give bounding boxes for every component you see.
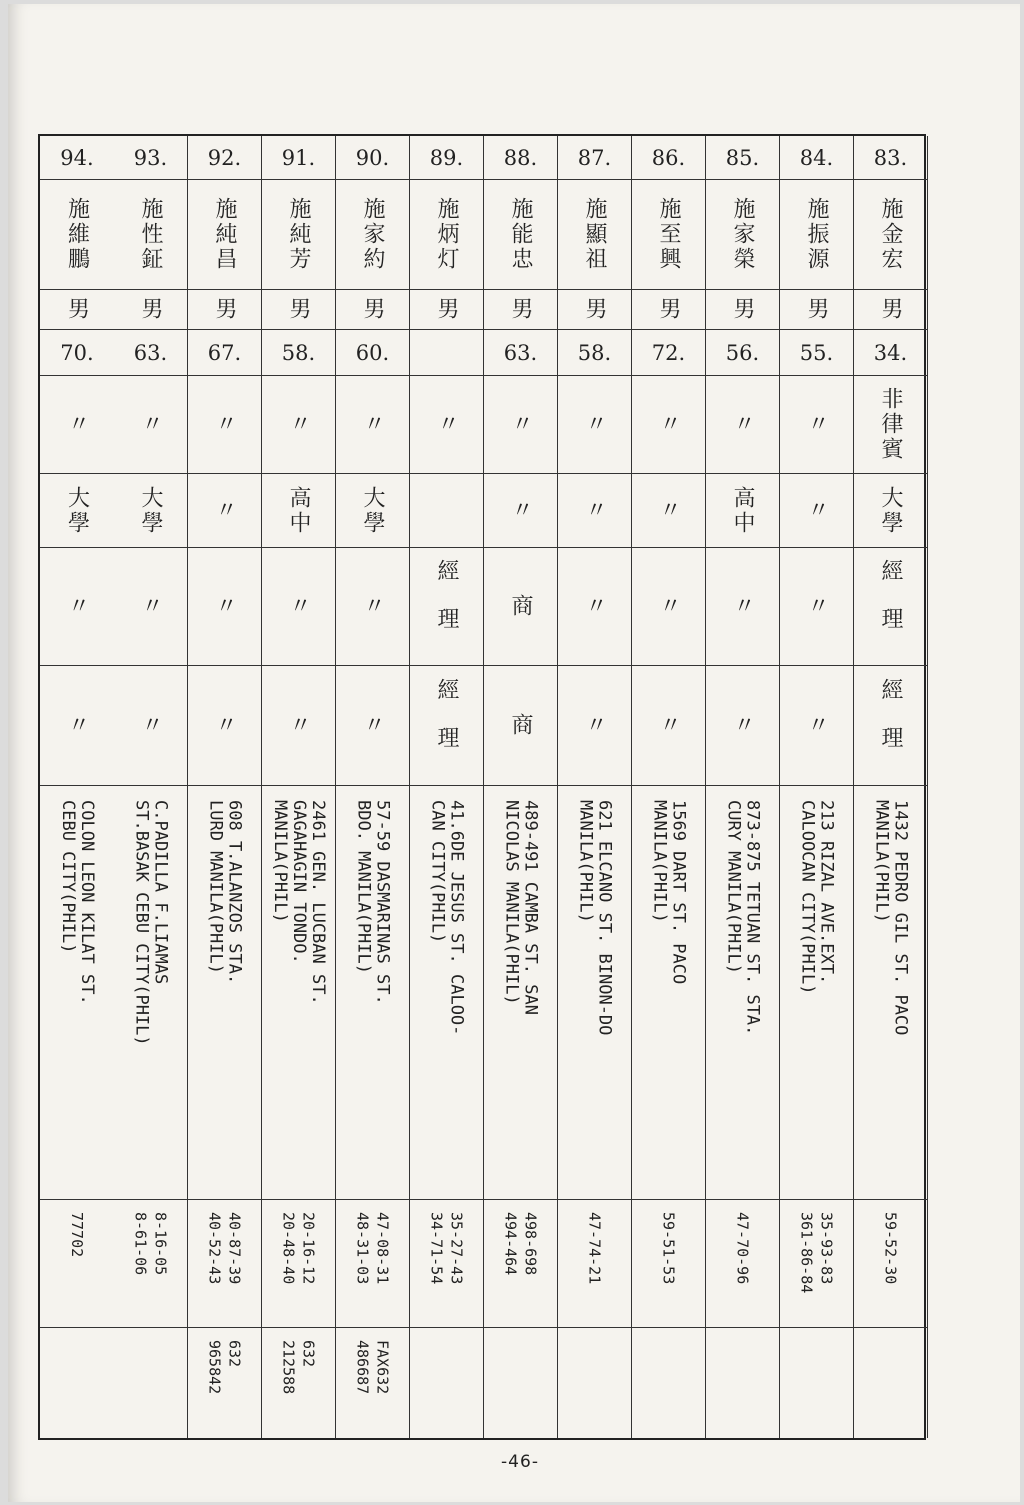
nationality-cell (336, 376, 409, 474)
nationality-text: 〃 (582, 412, 607, 437)
no-text: 94. (60, 145, 94, 170)
tel-text: 47-08-31 48-31-03 (353, 1212, 392, 1285)
fax-cell (632, 1328, 705, 1438)
age-cell (484, 330, 557, 376)
age-text: 34. (873, 340, 908, 365)
tel-cell (484, 1200, 557, 1328)
occupation-cell (262, 548, 335, 666)
age-cell (780, 330, 853, 376)
record-column (336, 136, 410, 1438)
address-cell (410, 786, 483, 1200)
page-number: -46- (501, 1452, 539, 1472)
education-cell (114, 474, 187, 548)
age-cell (410, 330, 483, 376)
record-column (188, 136, 262, 1438)
age-text: 63. (133, 340, 168, 365)
member-table (38, 134, 926, 1440)
tel-cell (558, 1200, 631, 1328)
age-cell (114, 330, 187, 376)
no-cell (632, 136, 705, 180)
name-cell (336, 180, 409, 290)
position-text: 經理 (878, 677, 903, 774)
occupation-text: 商 (508, 594, 533, 619)
position-cell (336, 666, 409, 786)
tel-text: 498-698 494-464 (501, 1212, 540, 1276)
tel-text: 47-70-96 (733, 1212, 752, 1285)
occupation-cell (558, 548, 631, 666)
education-cell (484, 474, 557, 548)
sex-cell (484, 290, 557, 330)
position-text: 〃 (212, 713, 237, 738)
address-text: 489-491 CAMBA ST. SAN NICOLAS MANILA(PHIL) (501, 800, 541, 1015)
no-text: 86. (651, 145, 686, 170)
nationality-cell (632, 376, 705, 474)
position-cell (188, 666, 261, 786)
occupation-text: 〃 (656, 594, 681, 619)
education-text: 〃 (804, 498, 829, 523)
occupation-text: 〃 (730, 594, 755, 619)
age-text: 63. (503, 340, 538, 365)
sex-text: 男 (804, 297, 829, 322)
tel-text: 40-87-39 40-52-43 (205, 1212, 244, 1285)
sex-cell (114, 290, 187, 330)
no-cell (40, 136, 114, 180)
position-text: 〃 (582, 713, 607, 738)
age-text: 55. (799, 340, 834, 365)
name-text: 施炳灯 (434, 197, 459, 272)
name-text: 施金宏 (878, 197, 903, 272)
nationality-text: 非律賓 (878, 387, 903, 462)
education-cell (558, 474, 631, 548)
nationality-cell (706, 376, 779, 474)
sex-text: 男 (656, 297, 681, 322)
age-cell (336, 330, 409, 376)
address-cell (188, 786, 261, 1200)
fax-cell (780, 1328, 853, 1438)
name-text: 施性鉦 (138, 197, 163, 272)
no-cell (780, 136, 853, 180)
position-text: 〃 (656, 713, 681, 738)
education-text: 高中 (286, 485, 311, 536)
occupation-cell (484, 548, 557, 666)
occupation-text: 〃 (64, 594, 90, 619)
address-cell (262, 786, 335, 1200)
occupation-cell (780, 548, 853, 666)
age-cell (706, 330, 779, 376)
age-cell (632, 330, 705, 376)
occupation-cell (632, 548, 705, 666)
education-text: 高中 (730, 485, 755, 536)
sex-text: 男 (508, 297, 533, 322)
nationality-text: 〃 (804, 412, 829, 437)
nationality-cell (188, 376, 261, 474)
education-text: 〃 (508, 498, 533, 523)
education-text: 大學 (138, 485, 163, 536)
address-cell (706, 786, 779, 1200)
sex-cell (780, 290, 853, 330)
no-cell (558, 136, 631, 180)
occupation-cell (114, 548, 187, 666)
sex-cell (262, 290, 335, 330)
no-cell (262, 136, 335, 180)
occupation-text: 經理 (878, 558, 903, 655)
education-cell (410, 474, 483, 548)
no-cell (410, 136, 483, 180)
sex-text: 男 (286, 297, 311, 322)
record-column (40, 136, 114, 1438)
education-cell (336, 474, 409, 548)
name-text: 施維鵬 (64, 197, 90, 272)
tel-cell (706, 1200, 779, 1328)
record-column (410, 136, 484, 1438)
position-text: 〃 (64, 713, 90, 738)
nationality-cell (40, 376, 114, 474)
address-text: C.PADILLA F.LIAMAS ST.BASAK CEBU CITY(PHIL) (131, 800, 171, 1046)
position-cell (558, 666, 631, 786)
education-cell (40, 474, 114, 548)
fax-cell (40, 1328, 114, 1438)
document-page (8, 4, 1020, 1502)
name-text: 施顯祖 (582, 197, 607, 272)
sex-text: 男 (138, 297, 163, 322)
name-cell (854, 180, 927, 290)
position-text: 商 (508, 713, 533, 738)
address-cell (114, 786, 187, 1200)
occupation-cell (188, 548, 261, 666)
address-text: 873-875 TETUAN ST. STA. CURY MANILA(PHIL) (723, 800, 763, 1036)
sex-text: 男 (730, 297, 755, 322)
fax-cell (336, 1328, 409, 1438)
age-text: 56. (725, 340, 760, 365)
nationality-text: 〃 (64, 412, 90, 437)
tel-text: 59-51-53 (659, 1212, 678, 1285)
address-text: 1569 DART ST. PACO MANILA(PHIL) (649, 800, 689, 985)
age-text: 70. (60, 340, 94, 365)
name-text: 施家約 (360, 197, 385, 272)
name-cell (558, 180, 631, 290)
nationality-text: 〃 (434, 412, 459, 437)
address-cell (632, 786, 705, 1200)
age-text: 72. (651, 340, 686, 365)
no-text: 88. (503, 145, 538, 170)
education-cell (854, 474, 927, 548)
nationality-cell (780, 376, 853, 474)
sex-cell (188, 290, 261, 330)
no-text: 87. (577, 145, 612, 170)
fax-cell (262, 1328, 335, 1438)
nationality-cell (484, 376, 557, 474)
occupation-text: 〃 (804, 594, 829, 619)
occupation-text: 經理 (434, 558, 459, 655)
address-cell (336, 786, 409, 1200)
fax-text: FAX632 486687 (353, 1340, 392, 1395)
education-cell (188, 474, 261, 548)
position-text: 〃 (804, 713, 829, 738)
occupation-cell (336, 548, 409, 666)
sex-cell (706, 290, 779, 330)
no-cell (854, 136, 927, 180)
no-cell (484, 136, 557, 180)
sex-text: 男 (582, 297, 607, 322)
no-cell (188, 136, 261, 180)
fax-cell (706, 1328, 779, 1438)
age-cell (40, 330, 114, 376)
address-cell (484, 786, 557, 1200)
record-column (114, 136, 188, 1438)
occupation-cell (854, 548, 927, 666)
position-cell (114, 666, 187, 786)
age-cell (854, 330, 927, 376)
tel-cell (40, 1200, 114, 1328)
nationality-text: 〃 (138, 412, 163, 437)
education-text: 大學 (360, 485, 385, 536)
occupation-text: 〃 (212, 594, 237, 619)
no-cell (114, 136, 187, 180)
record-column (262, 136, 336, 1438)
sex-cell (632, 290, 705, 330)
name-text: 施家榮 (730, 197, 755, 272)
tel-cell (336, 1200, 409, 1328)
name-text: 施能忠 (508, 197, 533, 272)
education-text: 〃 (212, 498, 237, 523)
position-cell (262, 666, 335, 786)
name-cell (114, 180, 187, 290)
address-text: 213 RIZAL AVE.EXT. CALOOCAN CITY(PHIL) (797, 800, 837, 995)
sex-cell (558, 290, 631, 330)
no-text: 83. (873, 145, 908, 170)
occupation-text: 〃 (138, 594, 163, 619)
nationality-text: 〃 (286, 412, 311, 437)
address-text: 621 ELCANO ST. BINON-DO MANILA(PHIL) (575, 800, 615, 1036)
record-column (854, 136, 928, 1438)
name-cell (706, 180, 779, 290)
nationality-text: 〃 (508, 412, 533, 437)
name-text: 施純芳 (286, 197, 311, 272)
nationality-text: 〃 (656, 412, 681, 437)
tel-cell (114, 1200, 187, 1328)
fax-cell (484, 1328, 557, 1438)
age-cell (188, 330, 261, 376)
fax-text: 632 212588 (279, 1340, 318, 1395)
education-cell (262, 474, 335, 548)
tel-text: 47-74-21 (585, 1212, 604, 1285)
address-text: COLON LEON KILAT ST. CEBU CITY(PHIL) (58, 800, 97, 1005)
tel-text: 8-16-05 8-61-06 (131, 1212, 170, 1276)
name-text: 施至興 (656, 197, 681, 272)
no-text: 84. (799, 145, 834, 170)
address-cell (558, 786, 631, 1200)
name-cell (780, 180, 853, 290)
occupation-cell (40, 548, 114, 666)
name-cell (40, 180, 114, 290)
address-text: 608 T.ALANZOS STA. LURD MANILA(PHIL) (205, 800, 245, 985)
tel-text: 59-52-30 (881, 1212, 900, 1285)
fax-cell (558, 1328, 631, 1438)
education-text: 〃 (582, 498, 607, 523)
name-text: 施振源 (804, 197, 829, 272)
fax-cell (188, 1328, 261, 1438)
no-text: 89. (429, 145, 464, 170)
education-text: 大學 (878, 485, 903, 536)
tel-cell (780, 1200, 853, 1328)
fax-cell (410, 1328, 483, 1438)
nationality-cell (262, 376, 335, 474)
record-column (484, 136, 558, 1438)
no-text: 91. (281, 145, 316, 170)
position-cell (40, 666, 114, 786)
sex-text: 男 (434, 297, 459, 322)
no-text: 90. (355, 145, 390, 170)
no-text: 85. (725, 145, 760, 170)
age-text: 58. (577, 340, 612, 365)
education-text: 大學 (64, 485, 90, 536)
sex-text: 男 (64, 297, 90, 322)
address-text: 57-59 DASMARINAS ST. BDO. MANILA(PHIL) (353, 800, 393, 1005)
nationality-text: 〃 (360, 412, 385, 437)
sex-text: 男 (360, 297, 385, 322)
occupation-text: 〃 (582, 594, 607, 619)
sex-text: 男 (212, 297, 237, 322)
tel-cell (632, 1200, 705, 1328)
record-column (780, 136, 854, 1438)
position-text: 〃 (730, 713, 755, 738)
occupation-text: 〃 (360, 594, 385, 619)
position-cell (632, 666, 705, 786)
no-cell (336, 136, 409, 180)
tel-cell (188, 1200, 261, 1328)
education-text: 〃 (656, 498, 681, 523)
record-column (706, 136, 780, 1438)
position-cell (706, 666, 779, 786)
tel-text: 35-27-43 34-71-54 (427, 1212, 466, 1285)
position-cell (854, 666, 927, 786)
tel-cell (262, 1200, 335, 1328)
no-text: 93. (133, 145, 168, 170)
name-text: 施純昌 (212, 197, 237, 272)
nationality-text: 〃 (212, 412, 237, 437)
name-cell (262, 180, 335, 290)
sex-text: 男 (878, 297, 903, 322)
occupation-text: 〃 (286, 594, 311, 619)
nationality-cell (410, 376, 483, 474)
sex-cell (410, 290, 483, 330)
sex-cell (40, 290, 114, 330)
tel-cell (410, 1200, 483, 1328)
tel-text: 35-93-83 361-86-84 (797, 1212, 836, 1294)
tel-text: 20-16-12 20-48-40 (279, 1212, 318, 1285)
education-cell (706, 474, 779, 548)
tel-cell (854, 1200, 927, 1328)
address-cell (854, 786, 927, 1200)
position-cell (410, 666, 483, 786)
record-column (632, 136, 706, 1438)
age-cell (262, 330, 335, 376)
address-cell (780, 786, 853, 1200)
record-column (558, 136, 632, 1438)
position-text: 〃 (360, 713, 385, 738)
name-cell (410, 180, 483, 290)
position-cell (484, 666, 557, 786)
fax-cell (854, 1328, 927, 1438)
position-text: 〃 (138, 713, 163, 738)
position-text: 〃 (286, 713, 311, 738)
position-text: 經理 (434, 677, 459, 774)
nationality-cell (558, 376, 631, 474)
sex-cell (336, 290, 409, 330)
education-cell (632, 474, 705, 548)
name-cell (632, 180, 705, 290)
address-text: 41.6DE JESUS ST. CALOO- CAN CITY(PHIL) (427, 800, 467, 1036)
address-text: 2461 GEN. LUCBAN ST. GAGAHAGIN TONDO. MANILA(PHIL) (270, 800, 328, 1005)
sex-cell (854, 290, 927, 330)
address-cell (40, 786, 114, 1200)
no-cell (706, 136, 779, 180)
fax-cell (114, 1328, 187, 1438)
nationality-cell (854, 376, 927, 474)
name-cell (188, 180, 261, 290)
fax-text: 632 965842 (205, 1340, 244, 1395)
age-cell (558, 330, 631, 376)
address-text: 1432 PEDRO GIL ST. PACO MANILA(PHIL) (871, 800, 911, 1036)
age-text: 60. (355, 340, 390, 365)
tel-text: 77702 (68, 1212, 86, 1258)
age-text: 67. (207, 340, 242, 365)
nationality-cell (114, 376, 187, 474)
no-text: 92. (207, 145, 242, 170)
education-cell (780, 474, 853, 548)
occupation-cell (410, 548, 483, 666)
nationality-text: 〃 (730, 412, 755, 437)
name-cell (484, 180, 557, 290)
age-text: 58. (281, 340, 316, 365)
occupation-cell (706, 548, 779, 666)
position-cell (780, 666, 853, 786)
